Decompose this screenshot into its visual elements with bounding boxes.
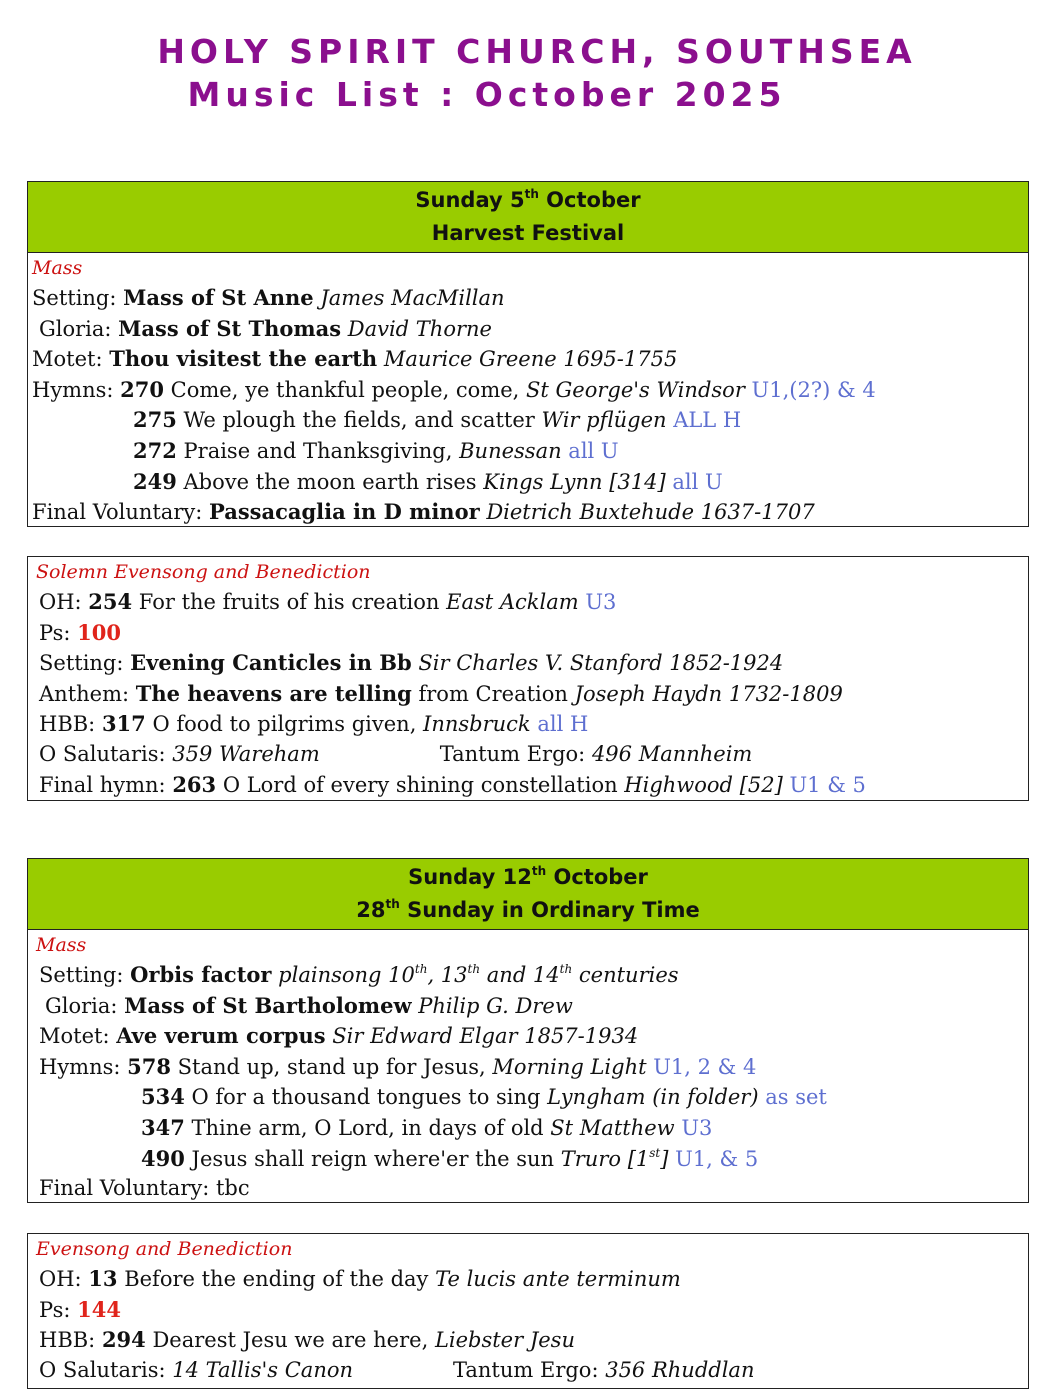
- mass-gloria: Gloria: Mass of St Thomas David Thorne: [39, 315, 492, 341]
- sunday-5-header: [28, 182, 1028, 253]
- office-hymn: OH: 254 For the fruits of his creation East Acklam U3: [39, 589, 617, 614]
- sunday-12-mass-box: [27, 858, 1029, 1203]
- final-hymn: Final hymn: 263 O Lord of every shining constellation Highwood [52] U1 & 5: [39, 771, 866, 797]
- final-voluntary: Final Voluntary: Passacaglia in D minor Dietrich Buxtehude 1637-1707: [32, 499, 815, 525]
- sunday-12-occasion: 28th Sunday in Ordinary Time: [356, 897, 700, 922]
- hymn-line: 275 We plough the fields, and scatter Wir pflügen ALL H: [133, 407, 742, 433]
- benediction-hymns: O Salutaris: 14 Tallis's Canon Tantum Ergo: 356 Rhuddlan: [39, 1357, 755, 1382]
- mass-setting: Setting: Mass of St Anne James MacMillan: [32, 285, 505, 310]
- hymn-line: Hymns: 270 Come, ye thankful people, come, St George's Windsor U1,(2?) & 4: [32, 376, 876, 402]
- benediction-hymns: O Salutaris: 359 Wareham Tantum Ergo: 496 Mannheim: [39, 741, 753, 766]
- hymn-before-benediction: HBB: 294 Dearest Jesu we are here, Liebster Jesu: [39, 1327, 575, 1353]
- hymn-line: 272 Praise and Thanksgiving, Bunessan all U: [133, 437, 619, 463]
- hymn-line: 249 Above the moon earth rises Kings Lynn [314] all U: [133, 468, 723, 494]
- mass-heading: Mass: [32, 257, 83, 279]
- psalm: Ps: 100: [39, 619, 121, 645]
- hymn-line: Hymns: 578 Stand up, stand up for Jesus, Morning Light U1, 2 & 4: [39, 1053, 757, 1079]
- psalm: Ps: 144: [39, 1296, 121, 1322]
- sunday-5-mass-box: [27, 181, 1029, 527]
- mass-setting: Setting: Orbis factor plainsong 10th, 13th and 14th centuries: [39, 962, 679, 987]
- evensong-setting: Setting: Evening Canticles in Bb Sir Charles V. Stanford 1852-1924: [39, 650, 784, 676]
- anthem: Anthem: The heavens are telling from Creation Joseph Haydn 1732-1809: [39, 680, 843, 706]
- mass-motet: Motet: Ave verum corpus Sir Edward Elgar 1857-1934: [39, 1023, 639, 1049]
- sunday-5-evensong-box: [27, 556, 1029, 801]
- final-voluntary: Final Voluntary: tbc: [39, 1176, 250, 1201]
- sunday-5-occasion: Harvest Festival: [431, 221, 625, 245]
- evensong-heading: Solemn Evensong and Benediction: [36, 561, 371, 583]
- mass-gloria: Gloria: Mass of St Bartholomew Philip G. Drew: [45, 992, 573, 1018]
- sunday-12-date: Sunday 12th October: [408, 864, 648, 889]
- mass-heading: Mass: [36, 934, 87, 956]
- hymn-line: 534 O for a thousand tongues to sing Lyngham (in folder) as set: [141, 1084, 827, 1110]
- mass-motet: Motet: Thou visitest the earth Maurice Greene 1695-1755: [32, 346, 678, 372]
- sunday-12-evensong-box: [27, 1233, 1029, 1389]
- sunday-5-date: Sunday 5th October: [415, 187, 641, 212]
- sunday-12-header: [28, 859, 1028, 930]
- hymn-line: 490 Jesus shall reign where'er the sun Truro [1st] U1, & 5: [141, 1145, 759, 1171]
- hymn-line: 347 Thine arm, O Lord, in days of old St Matthew U3: [141, 1114, 713, 1140]
- hymn-before-benediction: HBB: 317 O food to pilgrims given, Innsbruck all H: [39, 711, 589, 737]
- page-subtitle: Music List : October 2025: [187, 75, 787, 114]
- office-hymn: OH: 13 Before the ending of the day Te lucis ante terminum: [39, 1266, 681, 1291]
- evensong-heading: Evensong and Benediction: [36, 1238, 293, 1260]
- page-title: HOLY SPIRIT CHURCH, SOUTHSEA: [157, 32, 917, 71]
